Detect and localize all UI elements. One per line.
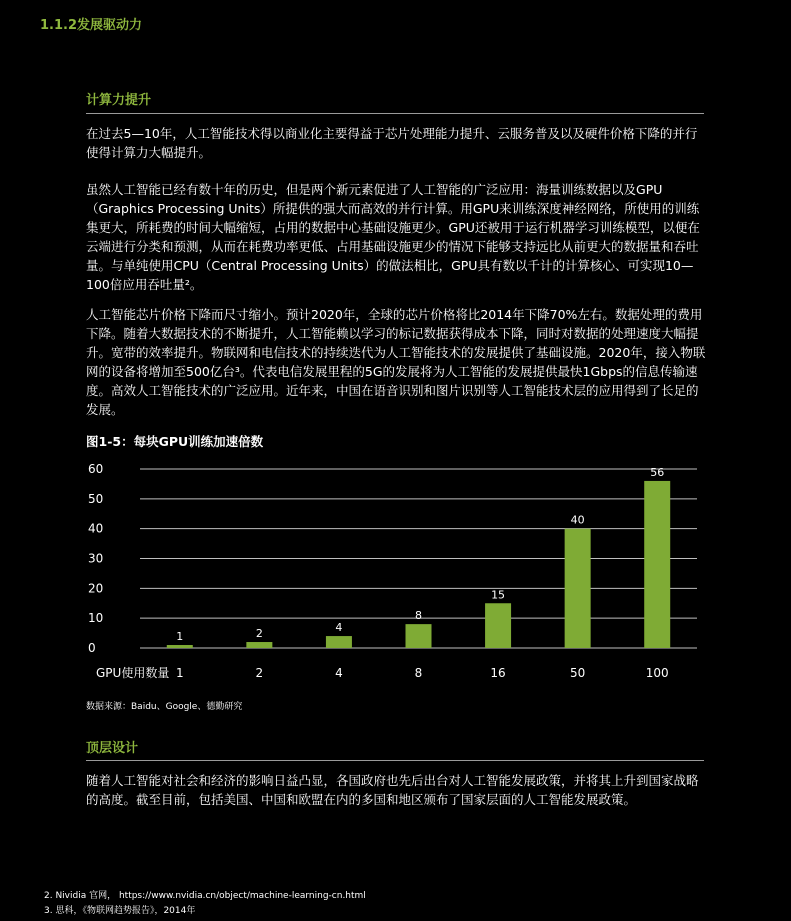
x-tick-label: 1 (175, 666, 184, 680)
section-title-compute: 计算力提升 (86, 93, 152, 108)
paragraph-policy: 随着人工智能对社会和经济的影响日益凸显，各国政府也先后出台对人工智能发展政策，并将其上升到国家战略的高度。截至目前，包括美国、中国和欧盟在内的多国和地区颁布了国家层面的人工智能发展政策。 (86, 773, 699, 807)
y-tick-label: 50 (88, 491, 104, 506)
bar-16 (485, 603, 511, 648)
y-tick-label: 20 (88, 581, 104, 596)
figure-source: 数据来源：Baidu、Google、德勤研究 (86, 702, 243, 712)
bar-8 (406, 624, 432, 648)
section-divider (86, 760, 704, 761)
footnote-2: 2. Nividia 官网， https://www.nvidia.cn/object/machine-learning-cn.html (44, 891, 366, 901)
data-label: 1 (176, 630, 184, 644)
paragraph-intro: 在过去5—10年，人工智能技术得以商业化主要得益于芯片处理能力提升、云服务普及以及硬件价格下降的并行使得计算力大幅提升。 (86, 126, 698, 160)
y-tick-label: 0 (88, 641, 96, 655)
y-tick-label: 10 (88, 611, 104, 626)
y-tick-label: 30 (88, 551, 104, 566)
chart-data-labels (176, 466, 664, 643)
figure-title: 图1-5：每块GPU训练加速倍数 (86, 434, 264, 449)
chart-y-ticks (88, 462, 103, 655)
y-tick-label: 40 (88, 521, 104, 536)
section-title-policy: 顶层设计 (86, 741, 139, 756)
bar-2 (246, 642, 272, 648)
data-label: 40 (570, 513, 585, 527)
chapter-heading: 1.1.2发展驱动力 (40, 18, 143, 33)
bar-4 (326, 636, 352, 648)
data-label: 4 (335, 621, 343, 635)
x-tick-label: 4 (335, 666, 343, 680)
x-tick-label: 16 (490, 666, 506, 680)
paragraph-chip-price: 人工智能芯片价格下降而尺寸缩小。预计2020年，全球的芯片价格将比2014年下降70%左右。数据处理的费用下降。随着大数据技术的不断提升，人工智能赖以学习的标记数据获得成本下降，同时对数据的处理速度大幅提升。宽带的效率提升。物联网和电信技术的持续迭代为人工智能技术的发展提供了基础设施。2020年，接入物联网的设备将增加至500亿台³。代表电信发展里程的5G的发展将为人工智能的发展提供最快1Gbps的信息传输速度。高效人工智能技术的广泛应用。近年来，中国在语音识别和图片识别等人工智能技术层的应用得到了长足的发展。 (86, 307, 706, 417)
footnote-3: 3. 思科，《物联网趋势报告》，2014年 (44, 906, 196, 916)
x-tick-label: 100 (645, 666, 669, 680)
x-tick-label: 2 (255, 666, 264, 680)
chart-bars (167, 481, 670, 648)
x-axis-label: GPU使用数量 (96, 666, 170, 680)
y-tick-label: 60 (88, 462, 104, 476)
gpu-speedup-bar-chart (0, 455, 791, 690)
x-tick-label: 8 (414, 666, 423, 680)
bar-100 (644, 481, 670, 648)
data-label: 56 (650, 465, 665, 479)
bar-1 (167, 645, 193, 648)
section-divider (86, 113, 704, 114)
paragraph-gpu: 虽然人工智能已经有数十年的历史，但是两个新元素促进了人工智能的广泛应用：海量训练数据以及GPU（Graphics Processing Units）所提供的强大而高效的并行计算。用GPU来训练深度神经网络，所使用的训练集更大，所耗费的时间大幅缩短，占用的数据中心基础设施更少。GPU还被用于运行机器学习训练模型，以便在云端进行分类和预测，从而在耗费功率更低、占用基础设施更少的情况下能够支持远比从前更大的数据量和吞吐量。与单纯使用CPU（Central Processing Units）的做法相比，GPU具有数以千计的计算核心、可实现10—100倍应用吞吐量²。 (86, 182, 700, 292)
x-tick-label: 50 (570, 666, 586, 680)
chart-x-ticks (176, 666, 669, 680)
data-label: 2 (255, 627, 263, 641)
data-label: 8 (415, 609, 422, 623)
data-label: 15 (491, 588, 506, 602)
bar-50 (565, 529, 591, 648)
